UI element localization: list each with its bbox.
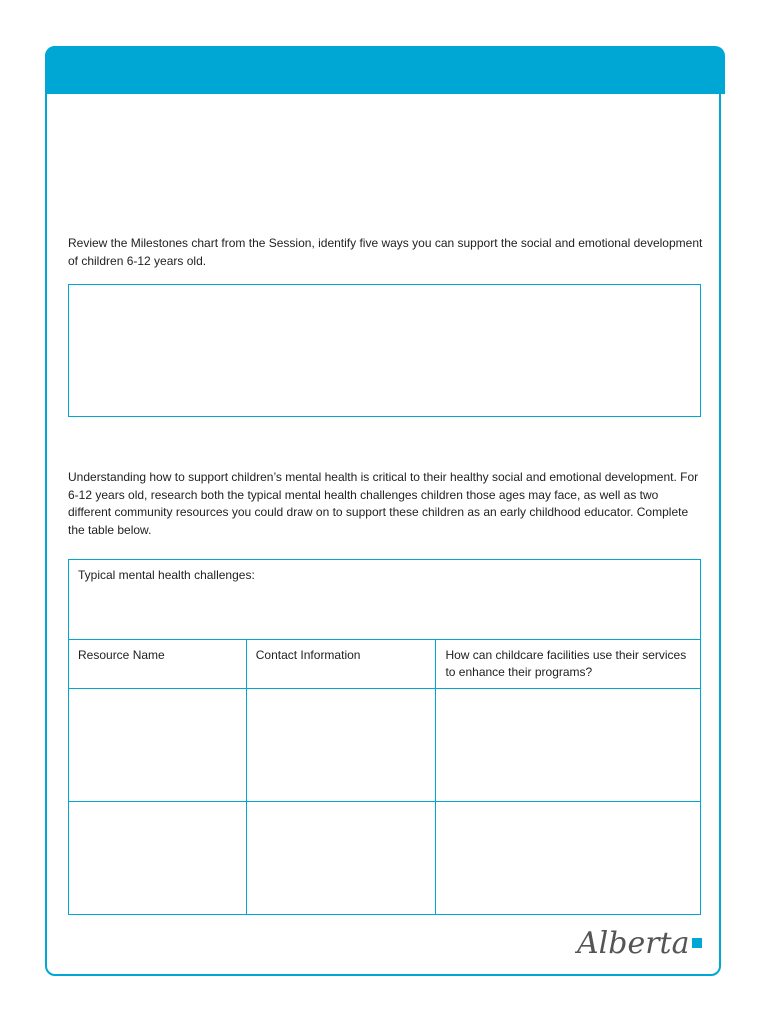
mental-health-prompt: Understanding how to support children’s mental health is critical to their healthy social and emotional development. For 6-12 years old, research both the typical mental health challenges children those ages may face, as well as two different community resources you could draw on to support these children as an early childhood educator. Complete the table below.: [68, 470, 699, 537]
usage-cell[interactable]: [436, 689, 701, 802]
resource-name-cell[interactable]: [69, 802, 247, 915]
resource-table: [68, 559, 701, 915]
challenges-cell[interactable]: [69, 560, 701, 640]
logo-square: [692, 938, 702, 948]
column-header-contact-information: Contact Information: [246, 640, 436, 689]
contact-info-cell[interactable]: [246, 802, 436, 915]
table-row: [69, 802, 701, 915]
alberta-logo: [575, 915, 705, 961]
resource-name-cell[interactable]: [69, 689, 247, 802]
column-header-usage: How can childcare facilities use their services to enhance their programs?: [436, 640, 701, 689]
contact-info-cell[interactable]: [246, 689, 436, 802]
answer-box[interactable]: [68, 284, 701, 417]
milestones-prompt: Review the Milestones chart from the Session, identify five ways you can support the social and emotional development of children 6-12 years old.: [68, 236, 703, 268]
alberta-logo-text: Alberta: [577, 926, 690, 961]
header-bar: [45, 46, 725, 94]
challenges-label: Typical mental health challenges:: [78, 568, 255, 582]
table-row: [69, 689, 701, 802]
usage-cell[interactable]: [436, 802, 701, 915]
column-header-resource-name: Resource Name: [69, 640, 247, 689]
